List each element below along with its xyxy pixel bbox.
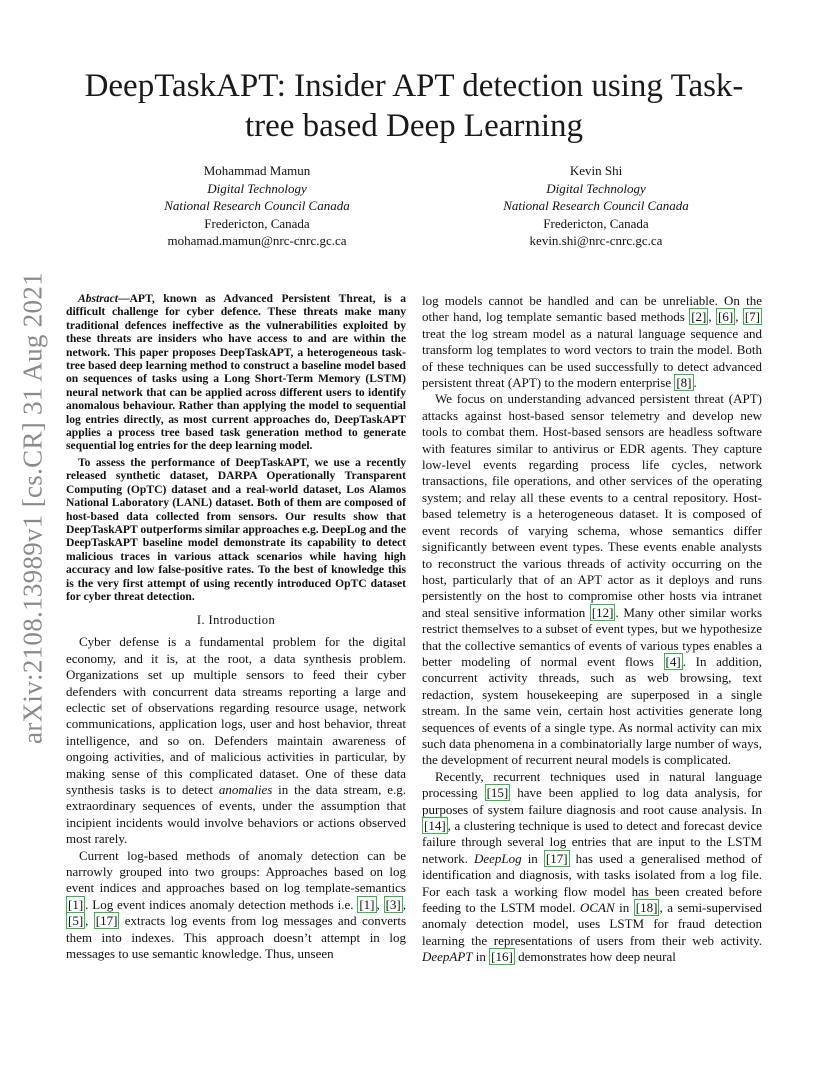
citation-link[interactable]: [5] <box>68 913 84 929</box>
citation-link[interactable]: [12] <box>591 604 614 620</box>
abstract-paragraph-1: Abstract—APT, known as Advanced Persistent Threat, is a difficult challenge for cyber defence. These threats make many traditional defences ineffective as the vulnerabilities exploited by these threats are insiders who have access to and are within the network. This paper proposes DeepTaskAPT, a heterogeneous task-tree based deep learning method to construct a baseline model based on sequences of tasks using a Long Short-Term Memory (LSTM) neural network that can be applied across different users to identify anomalous behaviour. Rather than applying the model to sequential log entries directly, as most current approaches do, DeepTaskAPT applies a process tree based task generation method to generate sequential log entries for the deep learning model. <box>66 292 406 453</box>
paper-title: DeepTaskAPT: Insider APT detection using Task-tree based Deep Learning <box>84 68 744 144</box>
author-dept: Digital Technology <box>546 180 646 196</box>
author-name: Mohammad Mamun <box>203 163 311 178</box>
right-column <box>422 293 762 966</box>
citation-link[interactable]: [1] <box>68 896 84 912</box>
citation-link[interactable]: [3] <box>385 896 401 912</box>
abstract-paragraph-2: To assess the performance of DeepTaskAPT, we use a recently released synthetic dataset, DARPA Operationally Transparent Computing (OpTC) dataset and a real-world dataset, Los Alamos National Laboratory (LANL) dataset. Both of them are composed of host-based data collected from sensors. Our results show that DeepTaskAPT outperforms similar approaches e.g. DeepLog and the DeepTaskAPT baseline model demonstrate its capability to detect malicious traces in various attack scenarios while having high accuracy and low false-positive rates. To the best of knowledge this is the very first attempt of using recently introduced OpTC dataset for cyber threat detection. <box>66 455 406 603</box>
author-email: kevin.shi@nrc-cnrc.gc.ca <box>529 233 663 248</box>
author-city: Fredericton, Canada <box>543 215 649 231</box>
citation-link[interactable]: [17] <box>95 913 118 929</box>
author-name: Kevin Shi <box>569 163 623 178</box>
author-city: Fredericton, Canada <box>204 215 310 231</box>
citation-link[interactable]: [6] <box>718 309 734 325</box>
arxiv-sidebar <box>11 272 55 744</box>
abstract-lead: Abstract <box>78 292 118 305</box>
citation-link[interactable]: [1] <box>359 896 375 912</box>
author-block-2 <box>446 162 746 250</box>
author-block-1 <box>107 162 407 250</box>
citation-link[interactable]: [15] <box>486 785 509 801</box>
arxiv-identifier: arXiv:2108.13989v1 [cs.CR] 31 Aug 2021 <box>17 272 48 744</box>
citation-link[interactable]: [17] <box>545 850 568 866</box>
citation-link[interactable]: [2] <box>691 309 707 325</box>
body-paragraph-2: We focus on understanding advanced persistent threat (APT) attacks against host-based sensor telemetry and develop new tools to combat them. Host-based sensors are headless software with features similar to antivirus or EDR agents. They capture low-level events regarding process life cycles, network transactions, file operations, and other services of the operating system; and relay all these events to a central repository. Host-based telemetry is a heterogeneous dataset. It is composed of event records of varying schema, whose semantics differ significantly between event types. These events enable analysts to reconstruct the various threads of activity occurring on the host, particularly that of an APT actor as it deploys and runs persistently on the host to compromise other hosts via intranet and steal sensitive information [12] . Many other similar works restrict themselves to a subset of event types, but we hypothesize that the collective semantics of events of various types enables a better modeling of normal event flows [4] . In addition, concurrent activity threads, such as web browsing, text redaction, system housekeeping are superposed in a single stream. In the same vein, certain host activities generate long sequences of events of a single type. As normal activity can mix such data phenomena in a combinatorially large number of ways, the development of recurrent neural models is complicated. <box>422 391 762 768</box>
citation-link[interactable]: [14] <box>424 818 446 833</box>
left-column <box>66 292 406 962</box>
section-heading: I. Introduction <box>196 613 276 628</box>
author-email: mohamad.mamun@nrc-cnrc.gc.ca <box>167 233 347 248</box>
citation-link[interactable]: [7] <box>744 309 760 325</box>
author-org: National Research Council Canada <box>503 198 689 213</box>
author-dept: Digital Technology <box>207 180 307 196</box>
body-paragraph-1: log models cannot be handled and can be unreliable. On the other hand, log template semantic based methods [2] , [6] , [7] treat the log stream model as a natural language sequence and transform log templates to word vectors to train the model. Both of these techniques can be used successfully to detect advanced persistent threat (APT) to the modern enterprise [8] . <box>422 293 762 391</box>
author-org: National Research Council Canada <box>164 198 350 213</box>
citation-link[interactable]: [18] <box>635 900 658 916</box>
citation-link[interactable]: [16] <box>491 949 513 965</box>
intro-paragraph-2: Current log-based methods of anomaly detection can be narrowly grouped into two groups: Approaches based on log event indices and approaches based on log template-semantics [1] . Log event indices anomaly detection methods i.e. [1] , [3] , [5] , [17] extracts log events from log messages and converts them into indexes. This approach doesn’t attempt in log messages to use semantic knowledge. Thus, unseen <box>66 847 407 962</box>
body-paragraph-3: Recently, recurrent techniques used in natural language processing [15] have been applied to log data analysis, for purposes of system failure diagnosis and root cause analysis. In [14] , a clustering technique is used to detect and forecast device failure through several log entries that are input to the LSTM network. DeepLog in [17] has used a generalised method of identification and diagnosis, with tasks isolated from a log file. For each task a working flow model has been created before feeding to the LSTM model. OCAN in [18] , a semi-supervised anomaly detection model, uses LSTM for fraud detection learning the representations of users from their web activity. DeepAPT in [16] demonstrates how deep neural <box>422 768 762 965</box>
citation-link[interactable]: [4] <box>665 653 681 669</box>
citation-link[interactable]: [8] <box>676 375 692 391</box>
intro-paragraph-1: Cyber defense is a fundamental problem for the digital economy, and it is, at the root, a data synthesis problem. Organizations set up multiple sensors to feed their cyber defenders with concurrent data streams reporting a large and eclectic set of observations regarding resource usage, network communications, application logs, user and host behavior, threat intelligence, and so on. Defenders maintain awareness of ongoing activities, and of malicious activities in particular, by making sense of this complicated dataset. One of these data synthesis tasks is to detect anomalies in the data stream, e.g. extraordinary sequences of events, under the assumption that incipient incidents would involve behaviors or actions observed most rarely. <box>66 634 406 847</box>
